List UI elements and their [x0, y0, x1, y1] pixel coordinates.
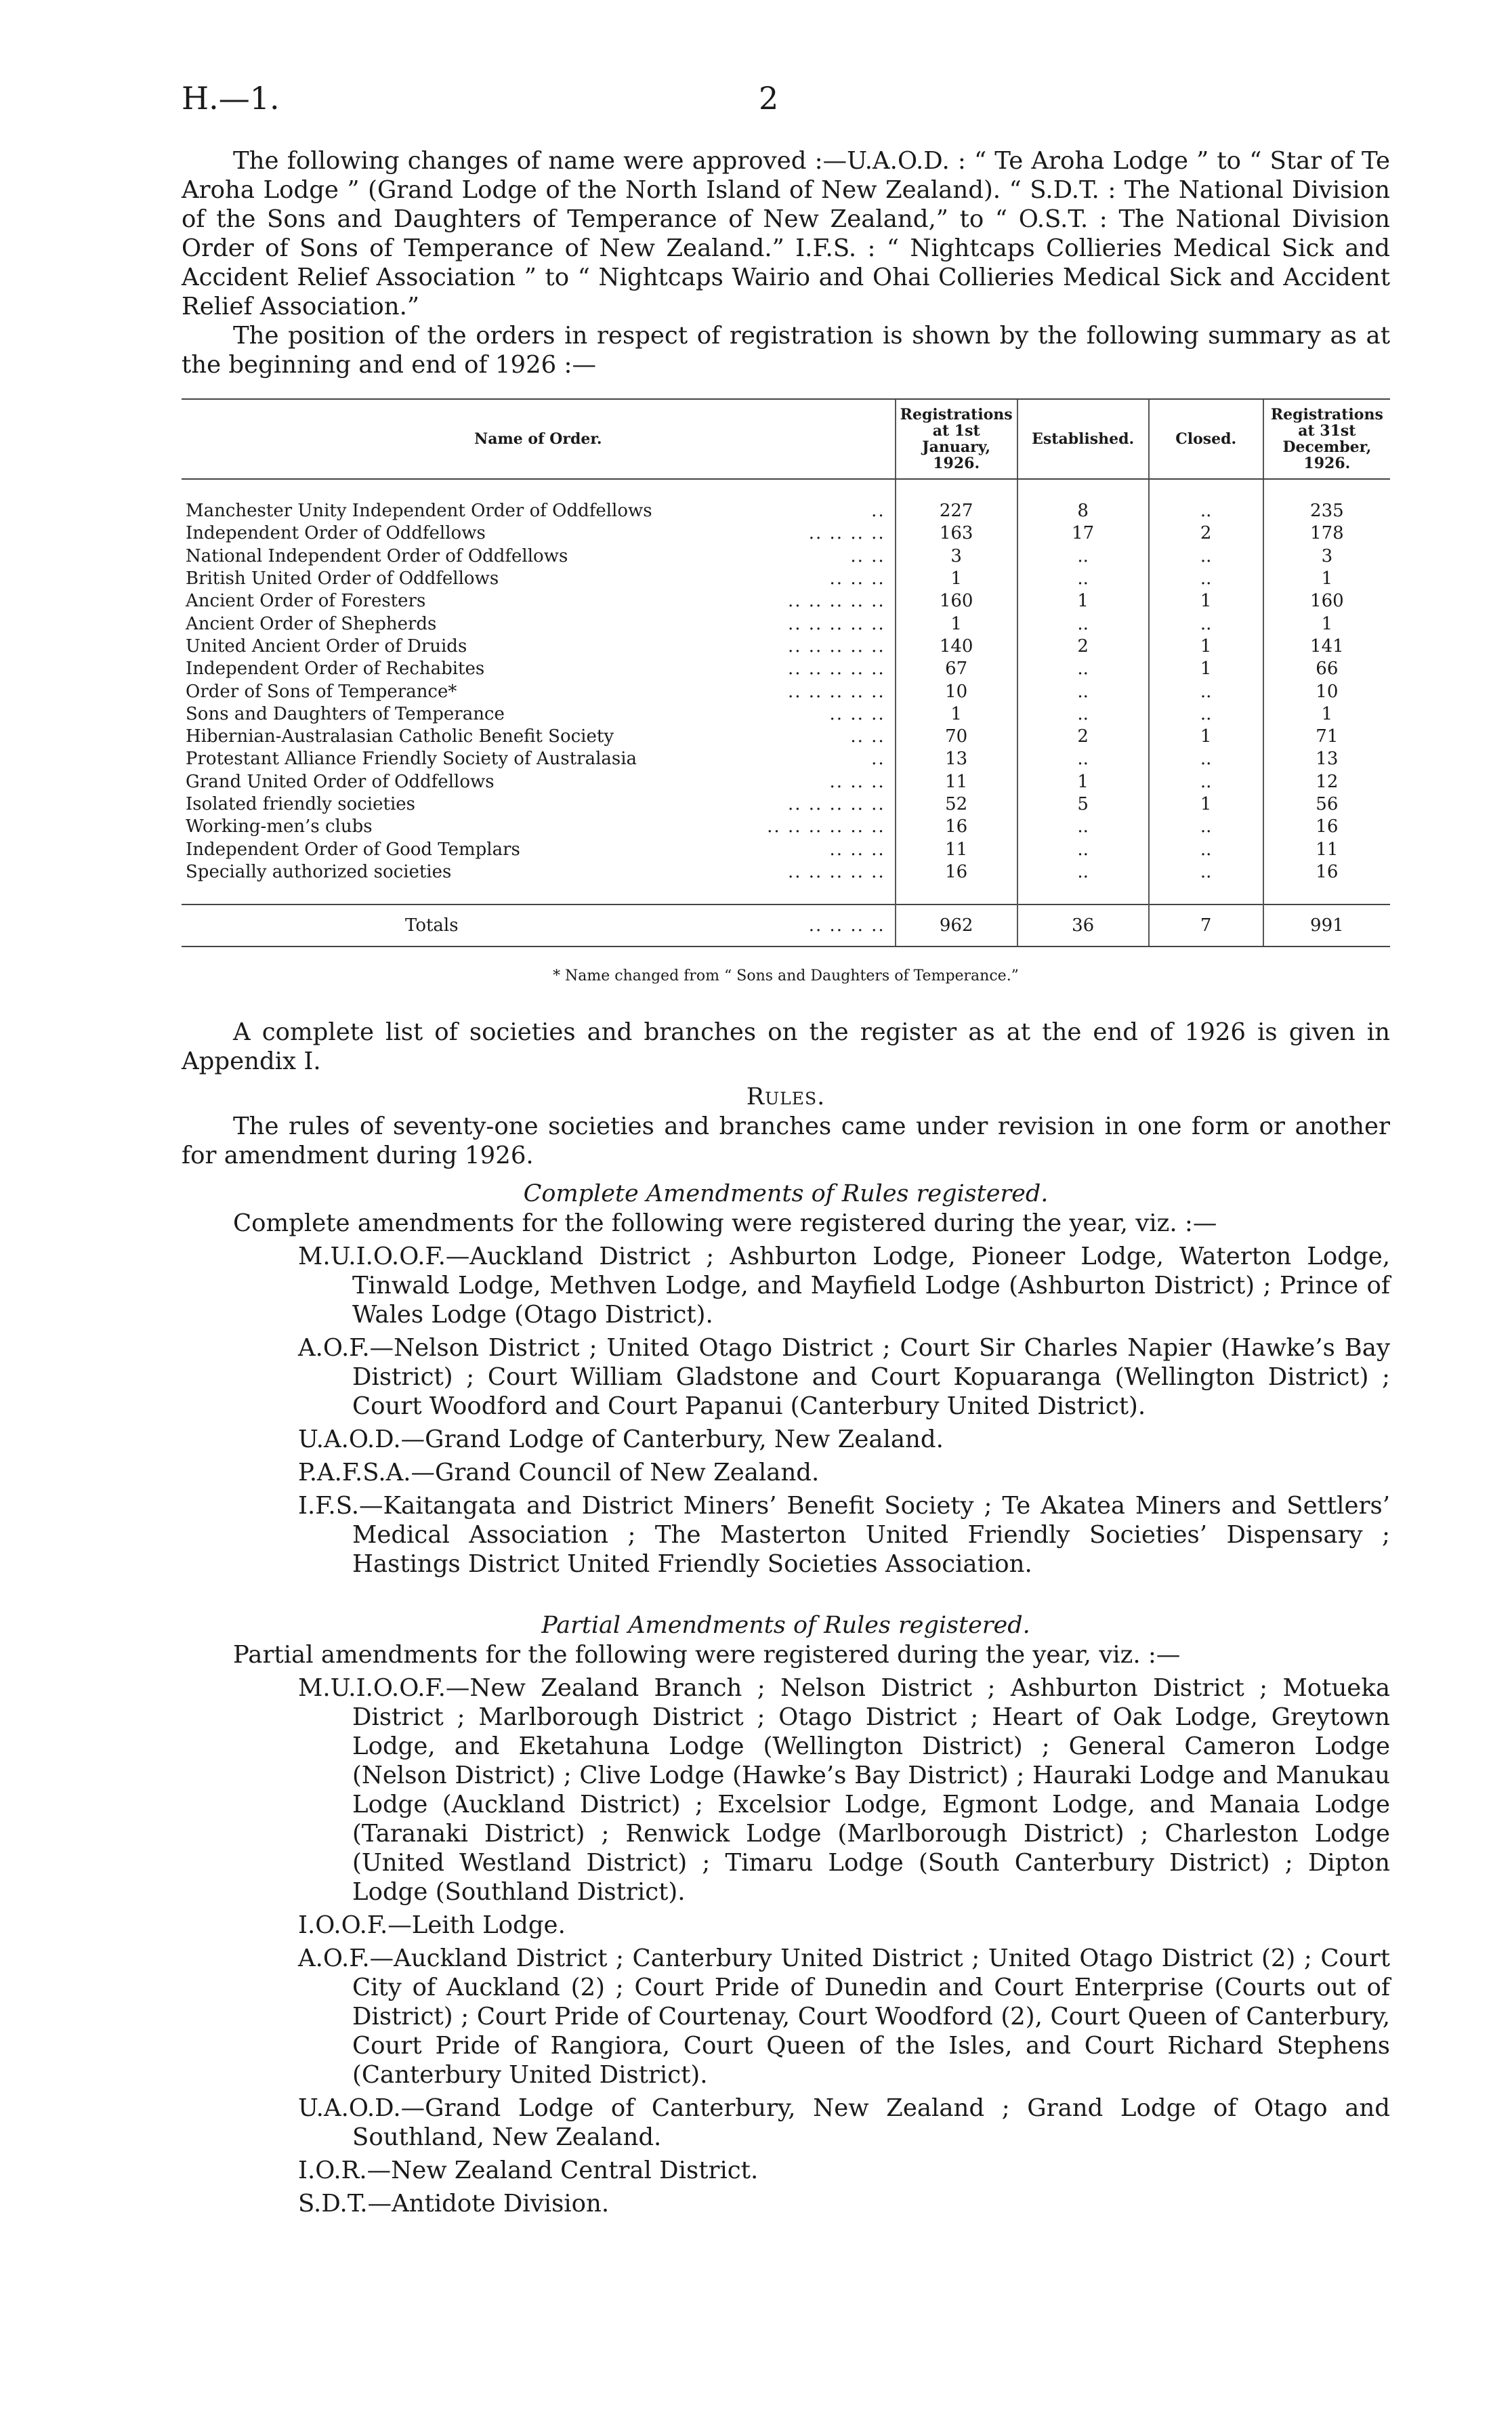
leader-dots: .. .. — [850, 545, 885, 566]
registrations-end-cell: 3 — [1263, 545, 1390, 568]
leader-dots: .. — [871, 749, 885, 770]
leader-dots: .. .. .. .. — [808, 523, 885, 544]
registrations-end-cell: 56 — [1263, 793, 1390, 816]
order-name: Independent Order of Rechabites .. .. .. .. .. — [182, 658, 896, 680]
leader-dots: .. .. .. .. .. — [787, 794, 885, 814]
table-row — [182, 590, 1390, 612]
rules-intro-paragraph: The rules of seventy-one societies and branches came under revision in one form or another for amendment during 1926. — [182, 1112, 1390, 1169]
table-footnote: * Name changed from “ Sons and Daughters of Temperance.” — [553, 968, 1019, 984]
established-cell: .. — [1017, 861, 1149, 883]
closed-cell: .. — [1149, 568, 1263, 590]
totals-start-cell: 962 — [896, 904, 1017, 947]
table-row — [182, 838, 1390, 860]
closed-cell: .. — [1149, 861, 1263, 883]
table-row — [182, 748, 1390, 770]
name-changes-paragraph: The following changes of name were approved :—U.A.O.D. : “ Te Aroha Lodge ” to “ Star of Te Aroha Lodge ” (Grand Lodge of the North Island of New Zealand). “ S.D.T. : The National Division of the Sons and Daughters of Temperance of New Zealand,” to “ O.S.T. : The National Division Order of Sons of Temperance of New Zealand.” I.F.S. : “ Nightcaps Collieries Medical Sick and Accident Relief Association ” to “ Nightcaps Wairio and Ohai Collieries Medical Sick and Accident Relief Association.” — [182, 147, 1390, 320]
order-name: Sons and Daughters of Temperance .. .. .. — [182, 703, 896, 726]
order-name: Manchester Unity Independent Order of Oddfellows .. — [182, 500, 896, 522]
established-cell: .. — [1017, 612, 1149, 635]
closed-cell: 1 — [1149, 793, 1263, 816]
order-name: Independent Order of Good Templars .. .. .. — [182, 838, 896, 860]
order-name: Hibernian-Australasian Catholic Benefit Society .. .. — [182, 726, 896, 748]
leader-dots: .. .. — [850, 726, 885, 747]
registrations-start-cell: 140 — [896, 636, 1017, 658]
closed-cell: 1 — [1149, 636, 1263, 658]
registrations-end-cell: 235 — [1263, 500, 1390, 522]
order-name: United Ancient Order of Druids .. .. .. .. .. — [182, 636, 896, 658]
partial-amendments-heading: Partial Amendments of Rules registered. — [541, 1612, 1030, 1639]
order-name: British United Order of Oddfellows .. .. .. — [182, 568, 896, 590]
document-reference: H.—1. — [182, 80, 280, 117]
complete-amendments-list — [182, 1242, 1390, 1579]
order-name: Independent Order of Oddfellows .. .. .. .. — [182, 522, 896, 545]
totals-closed-cell: 7 — [1149, 904, 1263, 947]
closed-cell: .. — [1149, 838, 1263, 860]
closed-cell: 1 — [1149, 590, 1263, 612]
established-cell: 17 — [1017, 522, 1149, 545]
table-row — [182, 568, 1390, 590]
registration-summary-table — [182, 398, 1390, 947]
registrations-end-cell: 10 — [1263, 680, 1390, 703]
rules-section — [182, 1018, 1390, 2218]
registrations-start-cell: 11 — [896, 771, 1017, 793]
amendment-entry: I.O.R.—New Zealand Central District. — [298, 2157, 759, 2184]
closed-cell: .. — [1149, 703, 1263, 726]
table-row — [182, 636, 1390, 658]
registrations-start-cell: 227 — [896, 500, 1017, 522]
established-cell: 8 — [1017, 500, 1149, 522]
table-row — [182, 793, 1390, 816]
amendment-entry: U.A.O.D.—Grand Lodge of Canterbury, New Zealand. — [298, 1426, 944, 1453]
complete-amendments-intro: Complete amendments for the following were registered during the year, viz. :— — [233, 1209, 1217, 1237]
registrations-end-cell: 1 — [1263, 612, 1390, 635]
leader-dots: .. .. .. .. .. — [787, 591, 885, 612]
appendix-paragraph: A complete list of societies and branches on the register as at the end of 1926 is given in Appendix I. — [182, 1018, 1390, 1075]
leader-dots: .. .. .. .. .. — [787, 613, 885, 634]
table-row — [182, 703, 1390, 726]
registrations-start-cell: 3 — [896, 545, 1017, 568]
registrations-start-cell: 1 — [896, 703, 1017, 726]
table-row — [182, 612, 1390, 635]
registrations-end-cell: 1 — [1263, 568, 1390, 590]
totals-label-cell: Totals .. .. .. .. — [182, 904, 896, 947]
established-cell: 1 — [1017, 590, 1149, 612]
established-cell: .. — [1017, 658, 1149, 680]
closed-cell: .. — [1149, 545, 1263, 568]
partial-amendments-intro: Partial amendments for the following were registered during the year, viz. :— — [233, 1641, 1181, 1669]
amendment-entry: U.A.O.D.—Grand Lodge of Canterbury, New Zealand ; Grand Lodge of Otago and Southland, New Zealand. — [298, 2094, 1390, 2151]
amendment-entry: A.O.F.—Nelson District ; United Otago District ; Court Sir Charles Napier (Hawke’s Bay District) ; Court William Gladstone and Court Kopuaranga (Wellington District) ; Court Woodford and Court Papanui (Canterbury United District). — [298, 1334, 1390, 1420]
established-cell: 5 — [1017, 793, 1149, 816]
registrations-end-cell: 141 — [1263, 636, 1390, 658]
closed-cell: .. — [1149, 500, 1263, 522]
amendment-entry: I.F.S.—Kaitangata and District Miners’ Benefit Society ; Te Akatea Miners and Settlers’ Medical Association ; The Masterton United Friendly Societies’ Dispensary ; Hastings District United Friendly Societies Association. — [298, 1492, 1390, 1578]
order-name: Grand United Order of Oddfellows .. .. .. — [182, 771, 896, 793]
established-cell: 1 — [1017, 771, 1149, 793]
order-name: Protestant Alliance Friendly Society of Australasia .. — [182, 748, 896, 770]
registrations-start-cell: 11 — [896, 838, 1017, 860]
registrations-end-cell: 178 — [1263, 522, 1390, 545]
amendment-entry: I.O.O.F.—Leith Lodge. — [298, 1911, 566, 1939]
registrations-end-cell: 16 — [1263, 861, 1390, 883]
registrations-start-cell: 16 — [896, 816, 1017, 838]
amendment-entry: M.U.I.O.O.F.—New Zealand Branch ; Nelson District ; Ashburton District ; Motueka District ; Marlborough District ; Otago District ; Heart of Oak Lodge, Greytown Lodge, and Eketahuna Lodge (Wellington District) ; General Cameron Lodge (Nelson District) ; Clive Lodge (Hawke’s Bay District) ; Hauraki Lodge and Manukau Lodge (Auckland District) ; Excelsior Lodge, Egmont Lodge, and Manaia Lodge (Taranaki District) ; Renwick Lodge (Marlborough District) ; Charleston Lodge (United Westland District) ; Timaru Lodge (South Canterbury District) ; Dipton Lodge (Southland District). — [298, 1674, 1390, 1906]
order-name: National Independent Order of Oddfellows .. .. — [182, 545, 896, 568]
registrations-start-cell: 160 — [896, 590, 1017, 612]
leader-dots: .. .. .. .. .. — [787, 636, 885, 657]
page-header — [182, 80, 1401, 121]
established-cell: 2 — [1017, 726, 1149, 748]
registrations-end-cell: 13 — [1263, 748, 1390, 770]
summary-intro-paragraph: The position of the orders in respect of registration is shown by the following summary as at the beginning and end of 1926 :— — [182, 322, 1390, 379]
table-row — [182, 816, 1390, 838]
registrations-end-cell: 71 — [1263, 726, 1390, 748]
registrations-end-cell: 66 — [1263, 658, 1390, 680]
order-name: Order of Sons of Temperance* .. .. .. .. .. — [182, 680, 896, 703]
table-row — [182, 861, 1390, 883]
rules-heading: Rules. — [746, 1083, 826, 1110]
closed-cell: .. — [1149, 612, 1263, 635]
registrations-end-cell: 1 — [1263, 703, 1390, 726]
header-registrations-start: Registrations at 1st January, 1926. — [896, 399, 1017, 479]
leader-dots: .. .. .. — [829, 568, 885, 589]
closed-cell: .. — [1149, 771, 1263, 793]
partial-amendments-list — [182, 1673, 1390, 2218]
registrations-start-cell: 16 — [896, 861, 1017, 883]
header-closed: Closed. — [1149, 399, 1263, 479]
table-row — [182, 545, 1390, 568]
registrations-start-cell: 67 — [896, 658, 1017, 680]
registrations-end-cell: 160 — [1263, 590, 1390, 612]
leader-dots: .. .. .. .. .. .. — [767, 816, 885, 837]
registrations-start-cell: 1 — [896, 612, 1017, 635]
established-cell: .. — [1017, 703, 1149, 726]
header-name-of-order: Name of Order. — [182, 399, 896, 479]
registrations-end-cell: 12 — [1263, 771, 1390, 793]
table-row — [182, 658, 1390, 680]
registrations-start-cell: 13 — [896, 748, 1017, 770]
amendment-entry: A.O.F.—Auckland District ; Canterbury United District ; United Otago District (2) ; Court City of Auckland (2) ; Court Pride of Dunedin and Court Enterprise (Courts out of District) ; Court Pride of Courtenay, Court Woodford (2), Court Queen of Canterbury, Court Pride of Rangiora, Court Queen of the Isles, and Court Richard Stephens (Canterbury United District). — [298, 1945, 1390, 2089]
closed-cell: .. — [1149, 816, 1263, 838]
closed-cell: .. — [1149, 748, 1263, 770]
closed-cell: .. — [1149, 680, 1263, 703]
header-registrations-end: Registrations at 31st December, 1926. — [1263, 399, 1390, 479]
leader-dots: .. .. .. .. .. — [787, 681, 885, 702]
registrations-start-cell: 52 — [896, 793, 1017, 816]
registrations-start-cell: 163 — [896, 522, 1017, 545]
leader-dots: .. .. .. .. .. — [787, 659, 885, 680]
established-cell: .. — [1017, 748, 1149, 770]
header-established: Established. — [1017, 399, 1149, 479]
order-name: Isolated friendly societies .. .. .. .. .. — [182, 793, 896, 816]
order-name: Specially authorized societies .. .. .. .. .. — [182, 861, 896, 883]
closed-cell: 1 — [1149, 726, 1263, 748]
complete-amendments-heading: Complete Amendments of Rules registered. — [523, 1180, 1049, 1207]
leader-dots: .. .. .. — [829, 703, 885, 724]
order-name: Working-men’s clubs .. .. .. .. .. .. — [182, 816, 896, 838]
closed-cell: 1 — [1149, 658, 1263, 680]
leader-dots: .. .. .. .. .. — [787, 861, 885, 882]
established-cell: .. — [1017, 816, 1149, 838]
registrations-end-cell: 11 — [1263, 838, 1390, 860]
table-row — [182, 726, 1390, 748]
established-cell: .. — [1017, 680, 1149, 703]
registrations-start-cell: 1 — [896, 568, 1017, 590]
leader-dots: .. .. .. — [829, 771, 885, 792]
amendment-entry: S.D.T.—Antidote Division. — [298, 2190, 610, 2218]
leader-dots: .. — [871, 501, 885, 522]
established-cell: .. — [1017, 838, 1149, 860]
registrations-start-cell: 10 — [896, 680, 1017, 703]
table-row — [182, 500, 1390, 522]
totals-end-cell: 991 — [1263, 904, 1390, 947]
intro-section — [182, 146, 1390, 379]
registrations-start-cell: 70 — [896, 726, 1017, 748]
page-number: 2 — [759, 80, 779, 117]
amendment-entry: P.A.F.S.A.—Grand Council of New Zealand. — [298, 1459, 820, 1486]
table-row — [182, 771, 1390, 793]
totals-established-cell: 36 — [1017, 904, 1149, 947]
totals-row — [182, 904, 1390, 947]
closed-cell: 2 — [1149, 522, 1263, 545]
table-row — [182, 680, 1390, 703]
leader-dots: .. .. .. — [829, 839, 885, 860]
order-name: Ancient Order of Shepherds .. .. .. .. .. — [182, 612, 896, 635]
registrations-end-cell: 16 — [1263, 816, 1390, 838]
table-header-row — [182, 399, 1390, 479]
established-cell: 2 — [1017, 636, 1149, 658]
amendment-entry: M.U.I.O.O.F.—Auckland District ; Ashburton Lodge, Pioneer Lodge, Waterton Lodge, Tinwald Lodge, Methven Lodge, and Mayfield Lodge (Ashburton District) ; Prince of Wales Lodge (Otago District). — [298, 1243, 1390, 1329]
established-cell: .. — [1017, 568, 1149, 590]
table-row — [182, 522, 1390, 545]
order-name: Ancient Order of Foresters .. .. .. .. .. — [182, 590, 896, 612]
leader-dots: .. .. .. .. — [808, 915, 885, 936]
established-cell: .. — [1017, 545, 1149, 568]
